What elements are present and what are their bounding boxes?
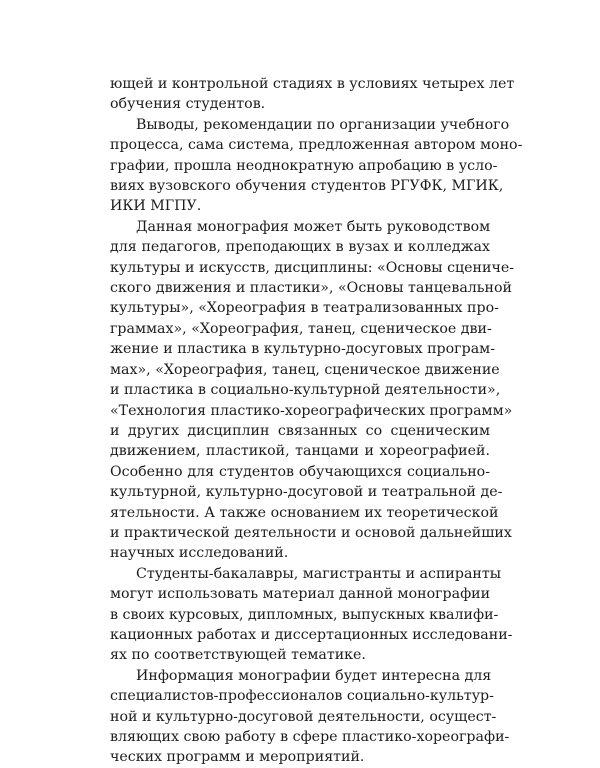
text-line: виях вузовского обучения студентов РГУФК, МГИК, xyxy=(110,178,504,195)
text-line: ющей и контрольной стадиях в условиях четырех лет xyxy=(110,76,515,92)
text-line: культуры и искусств, дисциплины: «Основы сцениче- xyxy=(110,259,515,276)
paragraph xyxy=(110,74,515,115)
text-line: для педагогов, преподающих в вузах и колледжах xyxy=(110,239,490,256)
paragraph xyxy=(110,115,523,217)
text-line: ятельности. А также основанием их теоретической xyxy=(110,504,499,521)
text-line: ях по соответствующей тематике. xyxy=(110,647,366,664)
text-line: научных исследований. xyxy=(110,545,289,562)
text-line: ной и культурно-досуговой деятельности, осущест- xyxy=(110,708,497,725)
body-text xyxy=(110,74,523,768)
paragraph xyxy=(110,564,513,666)
text-line: специалистов-профессионалов социально-культур- xyxy=(110,688,494,705)
text-line: обучения студентов. xyxy=(110,96,266,113)
text-line: культурной, культурно-досуговой и театральной де- xyxy=(110,484,503,501)
text-line: движением, пластикой, танцами и хореографией. xyxy=(110,443,490,460)
text-line: граммах», «Хореография, танец, сценическое дви- xyxy=(110,320,492,337)
text-line: Студенты-бакалавры, магистранты и аспиранты xyxy=(136,565,501,582)
text-line: в своих курсовых, дипломных, выпускных квалифи- xyxy=(110,606,499,623)
text-line: процесса, сама система, предложенная автором моно- xyxy=(110,137,523,154)
text-line: ского движения и пластики», «Основы танцевальной xyxy=(110,280,512,297)
paragraph xyxy=(110,666,510,768)
text-line: и пластика в социально-культурной деятельности», xyxy=(110,382,501,399)
text-line: жение и пластика в культурно-досуговых програм- xyxy=(110,341,495,358)
text-line: ческих программ и мероприятий. xyxy=(110,749,365,766)
text-line: «Технология пластико-хореографических программ» xyxy=(110,402,513,419)
text-line: мах», «Хореография, танец, сценическое движение xyxy=(110,361,500,378)
text-line: и других дисциплин связанных со сценическим xyxy=(110,422,490,439)
text-line: и практической деятельности и основой дальнейших xyxy=(110,524,512,541)
text-line: Особенно для студентов обучающихся социально- xyxy=(110,463,490,480)
text-line: кационных работах и диссертационных исследовани- xyxy=(110,626,513,643)
text-line: вляющих свою работу в сфере пластико-хореографи- xyxy=(110,729,510,745)
text-line: Данная монография может быть руководством xyxy=(136,218,491,235)
paragraph xyxy=(110,217,515,564)
text-line: могут использовать материал данной монографии xyxy=(110,586,491,603)
text-line: ИКИ МГПУ. xyxy=(110,198,202,215)
text-line: Выводы, рекомендации по организации учебного xyxy=(136,116,510,133)
text-line: культуры», «Хореография в театрализованных про- xyxy=(110,300,499,317)
text-line: графии, прошла неоднократную апробацию в усло- xyxy=(110,157,498,174)
text-line: Информация монографии будет интересна для xyxy=(136,667,492,684)
